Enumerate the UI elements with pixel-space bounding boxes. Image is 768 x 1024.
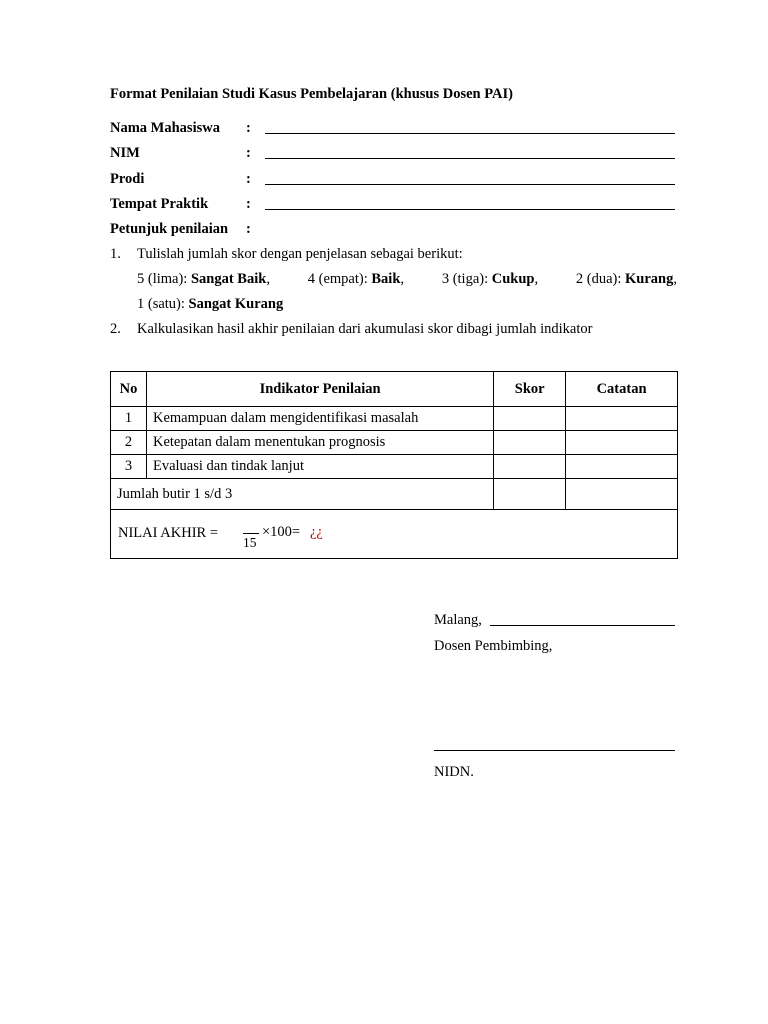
sum-catatan-cell[interactable] [566, 479, 678, 510]
form-title: Format Penilaian Studi Kasus Pembelajaran (khusus Dosen PAI) [110, 86, 513, 102]
fraction-denominator: 15 [243, 535, 257, 550]
field-label-prodi: Prodi [110, 171, 145, 187]
row-indikator: Evaluasi dan tindak lanjut [146, 455, 493, 479]
signature-nidn: NIDN. [434, 764, 474, 780]
signature-role: Dosen Pembimbing, [434, 638, 553, 654]
final-score-label: NILAI AKHIR = [118, 525, 218, 541]
field-label-tempat-praktik: Tempat Praktik [110, 196, 209, 212]
nama-mahasiswa-blank-line [265, 133, 675, 134]
instruction-number-1: 1. [110, 246, 121, 262]
field-colon: : [246, 171, 251, 187]
scale-2: 2 (dua): Kurang, [575, 271, 677, 287]
table-row [111, 431, 678, 455]
fraction-bar [243, 533, 259, 534]
header-catatan: Catatan [566, 372, 678, 407]
score-scale-line [137, 271, 677, 288]
row-no: 2 [111, 431, 147, 455]
table-sum-row [111, 479, 678, 510]
header-indikator: Indikator Penilaian [146, 372, 493, 407]
header-no: No [111, 372, 147, 407]
formula-error-glyph: ¿¿ [310, 524, 323, 540]
row-indikator: Kemampuan dalam mengidentifikasi masalah [146, 407, 493, 431]
row-skor-cell[interactable] [494, 407, 566, 431]
prodi-blank-line [265, 184, 675, 185]
tempat-praktik-blank-line [265, 209, 675, 210]
field-colon: : [246, 120, 251, 136]
scale-3: 3 (tiga): Cukup, [441, 271, 539, 287]
table-row [111, 407, 678, 431]
row-catatan-cell[interactable] [566, 431, 678, 455]
signature-blank-line [434, 750, 675, 751]
table-final-row [111, 510, 678, 559]
formula-multiplier: ×100= [262, 524, 301, 540]
table-row [111, 455, 678, 479]
row-catatan-cell[interactable] [566, 407, 678, 431]
instruction-number-2: 2. [110, 321, 121, 337]
sum-label: Jumlah butir 1 s/d 3 [111, 479, 494, 510]
instruction-text-1: Tulislah jumlah skor dengan penjelasan sebagai berikut: [137, 246, 463, 262]
row-no: 3 [111, 455, 147, 479]
field-label-petunjuk-penilaian: Petunjuk penilaian [110, 221, 229, 237]
field-label-nim: NIM [110, 145, 140, 161]
field-colon: : [246, 221, 251, 237]
row-catatan-cell[interactable] [566, 455, 678, 479]
table-header-row [111, 372, 678, 407]
field-colon: : [246, 196, 251, 212]
instruction-text-2: Kalkulasikan hasil akhir penilaian dari akumulasi skor dibagi jumlah indikator [137, 321, 593, 337]
field-label-nama-mahasiswa: Nama Mahasiswa [110, 120, 220, 136]
header-skor: Skor [494, 372, 566, 407]
scale-4: 4 (empat): Baik, [307, 271, 405, 287]
date-blank-line [490, 625, 675, 626]
row-no: 1 [111, 407, 147, 431]
sum-skor-cell[interactable] [494, 479, 566, 510]
row-indikator: Ketepatan dalam menentukan prognosis [146, 431, 493, 455]
scale-1: 1 (satu): Sangat Kurang [137, 296, 284, 312]
final-score-cell [111, 510, 678, 559]
field-colon: : [246, 145, 251, 161]
row-skor-cell[interactable] [494, 455, 566, 479]
nim-blank-line [265, 158, 675, 159]
row-skor-cell[interactable] [494, 431, 566, 455]
scale-5: 5 (lima): Sangat Baik, [137, 271, 270, 287]
assessment-table [110, 371, 678, 559]
signature-place: Malang, [434, 612, 482, 628]
